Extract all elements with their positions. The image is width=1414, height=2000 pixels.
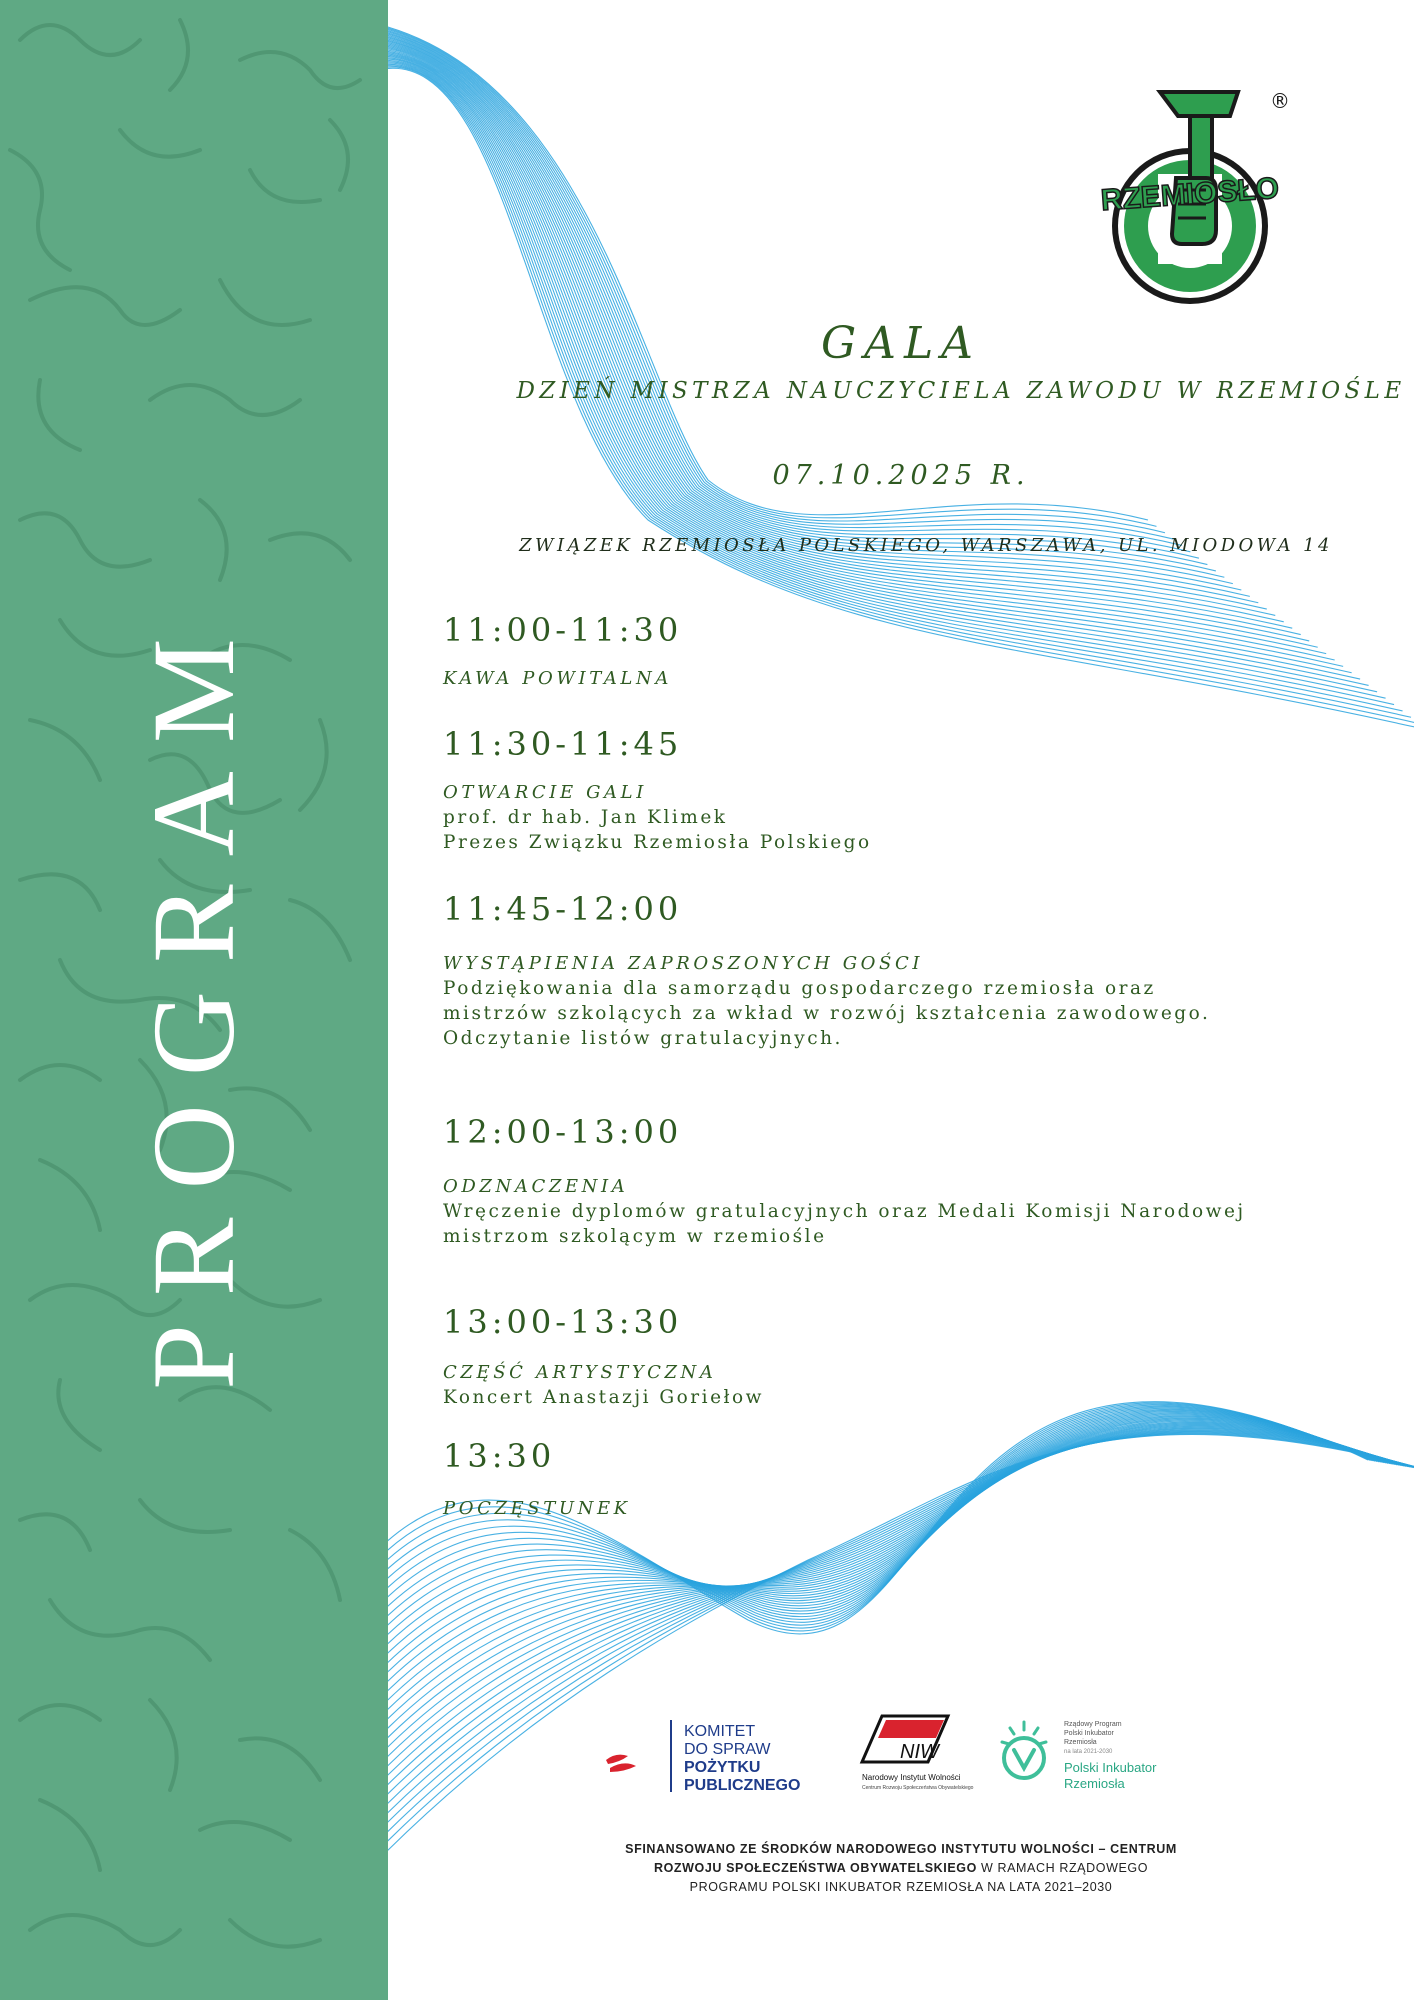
footer-line-3	[388, 1880, 1414, 1894]
registered-mark: ®	[1270, 89, 1290, 113]
komitet-line: KOMITET	[684, 1723, 756, 1740]
schedule-desc-line: mistrzom szkolącym w rzemiośle	[443, 1226, 827, 1247]
komitet-line: DO SPRAW	[684, 1741, 771, 1758]
footer-text: W RAMACH RZĄDOWEGO	[976, 1861, 1149, 1875]
logo-text: RZEMIOSŁO	[1099, 171, 1281, 218]
niw-abbr: NIW	[900, 1741, 939, 1763]
schedule-desc-line: Prezes Związku Rzemiosła Polskiego	[443, 832, 872, 853]
gala-date: 07.10.2025 R.	[772, 460, 1030, 491]
niw-logo	[862, 1716, 974, 1791]
pir-small: Polski Inkubator	[1064, 1730, 1114, 1737]
schedule-desc-line: prof. dr hab. Jan Klimek	[443, 807, 728, 828]
schedule-label: KAWA POWITALNA	[443, 668, 672, 689]
schedule-desc-line: Koncert Anastazji Goriełow	[443, 1387, 764, 1408]
gala-title: GALA	[821, 318, 981, 369]
schedule-time: 11:00-11:30	[443, 611, 683, 649]
schedule-item	[443, 1110, 1343, 1249]
schedule-label: ODZNACZENIA	[443, 1176, 629, 1197]
pir-small: Rządowy Program	[1064, 1721, 1122, 1728]
schedule-time: 12:00-13:00	[443, 1113, 683, 1151]
komitet-line: POŻYTKU	[684, 1759, 761, 1776]
komitet-logo	[606, 1720, 800, 1794]
schedule-item	[443, 1300, 1343, 1410]
schedule-item	[443, 887, 1343, 1051]
gala-venue: ZWIĄZEK RZEMIOSŁA POLSKIEGO, WARSZAWA, UL. MIODOWA 14	[519, 535, 1333, 556]
wave-line	[388, 22, 1156, 527]
footer-text: SFINANSOWANO ZE ŚRODKÓW NARODOWEGO INSTYTUTU WOLNOŚCI – CENTRUM	[625, 1842, 1177, 1856]
schedule-desc-line: Podziękowania dla samorządu gospodarczego rzemiosła oraz	[443, 978, 1156, 999]
schedule-time: 13:30	[443, 1437, 556, 1475]
schedule-item	[443, 608, 1343, 691]
footer-text: PROGRAMU POLSKI INKUBATOR RZEMIOSŁA NA LATA 2021–2030	[689, 1880, 1113, 1894]
schedule-time: 11:30-11:45	[443, 725, 683, 763]
schedule-label: OTWARCIE GALI	[443, 782, 647, 803]
footer-line-1	[388, 1842, 1414, 1856]
niw-sub: Centrum Rozwoju Społeczeństwa Obywatelskiego	[862, 1785, 974, 1791]
schedule-label: POCZĘSTUNEK	[443, 1498, 631, 1519]
schedule-item	[443, 722, 1343, 855]
footer-line-2	[388, 1861, 1414, 1875]
niw-name: Narodowy Instytut Wolności	[862, 1773, 961, 1782]
sidebar-title: PROGRAM	[128, 610, 259, 1390]
schedule-desc-line: Wręczenie dyplomów gratulacyjnych oraz Medali Komisji Narodowej	[443, 1201, 1246, 1222]
pir-small: Rzemiosła	[1064, 1739, 1097, 1746]
gala-subtitle: DZIEŃ MISTRZA NAUCZYCIELA ZAWODU W RZEMIOŚLE	[516, 378, 1406, 404]
schedule-desc-line: Odczytanie listów gratulacyjnych.	[443, 1028, 843, 1049]
pir-name: Polski Inkubator	[1064, 1760, 1157, 1775]
funder-logos	[600, 1712, 1200, 1822]
rzemioslo-logo	[1098, 86, 1294, 310]
pir-small: na lata 2021-2030	[1064, 1749, 1113, 1755]
footer-text-bold: ROZWOJU SPOŁECZEŃSTWA OBYWATELSKIEGO	[653, 1861, 977, 1875]
komitet-line: PUBLICZNEGO	[684, 1777, 801, 1794]
pir-name: Rzemiosła	[1064, 1776, 1125, 1791]
schedule-label: WYSTĄPIENIA ZAPROSZONYCH GOŚCI	[443, 953, 924, 974]
schedule-time: 11:45-12:00	[443, 890, 683, 928]
schedule-time: 13:00-13:30	[443, 1303, 683, 1341]
schedule-item	[443, 1434, 1343, 1521]
pir-logo	[1002, 1721, 1157, 1791]
sidebar	[0, 0, 388, 2000]
wave-line	[388, 20, 1148, 520]
schedule-desc-line: mistrzów szkolących za wkład w rozwój kształcenia zawodowego.	[443, 1003, 1211, 1024]
schedule-label: CZĘŚĆ ARTYSTYCZNA	[443, 1362, 717, 1383]
